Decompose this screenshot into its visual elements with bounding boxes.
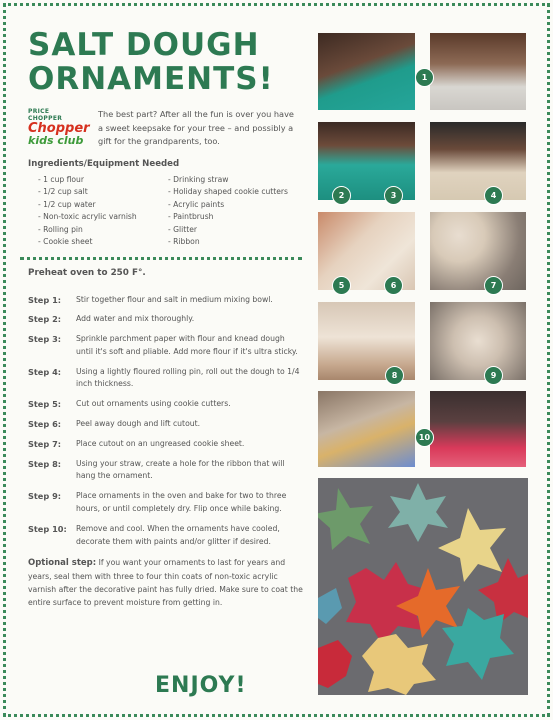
step-label: Step 4: (28, 366, 62, 377)
photo-step-1a (318, 33, 415, 110)
step-text: Using your straw, create a hole for the ribbon that will hang the ornament. (76, 458, 285, 481)
ingredient-item: - Acrylic paints (168, 199, 288, 212)
step-label: Step 2: (28, 314, 62, 325)
step-label: Step 1: (28, 294, 62, 305)
intro-section (28, 108, 304, 149)
page-title (28, 28, 304, 96)
ingredient-item: - Glitter (168, 224, 288, 237)
dotted-divider (20, 257, 302, 260)
photo-step-7 (430, 212, 526, 290)
ornaments-illustration (318, 478, 528, 695)
ingredient-item: - Paintbrush (168, 211, 288, 224)
step-label: Step 7: (28, 438, 62, 449)
step-label: Step 6: (28, 419, 62, 430)
step-row (28, 490, 304, 516)
intro-text: The best part? After all the fun is over you have a sweet keepsake for your tree – and possibly a gift for the grandparents, too. (98, 109, 294, 146)
ingredient-item: - 1 cup flour (38, 174, 168, 187)
ingredients-column-2 (168, 174, 288, 249)
optional-step-text: If you want your ornaments to last for years and years, seal them with three to four thin coats of non-toxic acrylic varnish after the decorative paint has fully dried. Make sure to coat the entire surface to prevent moisture from getting in. (28, 558, 303, 608)
step-row (28, 313, 304, 326)
ingredients-heading: Ingredients/Equipment Needed (28, 158, 180, 169)
step-text: Remove and cool. When the ornaments have cooled, decorate them with paints and/or glitter if desired. (76, 523, 280, 546)
step-text: Stir together flour and salt in medium mixing bowl. (76, 294, 273, 304)
step-label: Step 3: (28, 334, 62, 345)
step-label: Step 8: (28, 458, 62, 469)
ingredient-item: - Rolling pin (38, 224, 168, 237)
photo-badge-8: 8 (385, 366, 404, 385)
steps-list (28, 294, 304, 549)
ingredients-list (28, 174, 304, 249)
step-text: Place cutout on an ungreased cookie sheet. (76, 438, 245, 448)
ingredient-item: - Holiday shaped cookie cutters (168, 186, 288, 199)
step-row (28, 333, 304, 359)
photo-badge-7: 7 (484, 276, 503, 295)
photo-badge-2: 2 (332, 186, 351, 205)
step-text: Add water and mix thoroughly. (76, 314, 195, 324)
title-line-1: SALT DOUGH (28, 27, 260, 63)
step-row (28, 366, 304, 392)
photo-step-4 (430, 122, 526, 200)
photo-badge-3: 3 (384, 186, 403, 205)
photo-step-1b (430, 33, 526, 110)
step-row (28, 418, 304, 431)
step-text: Using a lightly floured rolling pin, roll out the dough to 1/4 inch thickness. (76, 366, 300, 389)
step-text: Sprinkle parchment paper with flour and knead dough until it's soft and pliable. Add more flour if it's ultra sticky. (76, 334, 298, 356)
ingredient-item: - Non-toxic acrylic varnish (38, 211, 168, 224)
left-column (28, 28, 304, 609)
photo-step-9 (430, 302, 526, 380)
photo-badge-1: 1 (415, 68, 434, 87)
title-line-2: ORNAMENTS! (28, 61, 274, 97)
step-text: Place ornaments in the oven and bake for two to three hours, or until completely dry. Flip once while baking. (76, 491, 287, 514)
chopper-kids-club-logo: PRICE CHOPPER Chopper kids club (28, 108, 90, 147)
photo-badge-10: 10 (415, 428, 434, 447)
step-row (28, 523, 304, 549)
ingredients-column-1 (28, 174, 168, 249)
optional-step (28, 556, 304, 609)
photo-badge-5: 5 (332, 276, 351, 295)
ingredient-item: - Cookie sheet (38, 236, 168, 249)
photo-badge-4: 4 (484, 186, 503, 205)
ingredient-item: - 1/2 cup salt (38, 186, 168, 199)
step-row (28, 294, 304, 307)
photo-finished-ornaments (318, 478, 528, 695)
ingredient-item: - 1/2 cup water (38, 199, 168, 212)
photo-step-10a (318, 391, 415, 467)
step-row (28, 438, 304, 451)
photo-step-10b (430, 391, 526, 467)
photo-badge-6: 6 (384, 276, 403, 295)
step-row (28, 458, 304, 484)
enjoy-text: ENJOY! (155, 673, 247, 698)
step-row (28, 398, 304, 411)
step-label: Step 10: (28, 523, 67, 534)
step-label: Step 5: (28, 399, 62, 410)
optional-step-label: Optional step: (28, 558, 97, 569)
step-text: Peel away dough and lift cutout. (76, 419, 201, 429)
preheat-instruction: Preheat oven to 250 F°. (28, 267, 146, 278)
photo-badge-9: 9 (484, 366, 503, 385)
step-label: Step 9: (28, 491, 62, 502)
ingredient-item: - Ribbon (168, 236, 288, 249)
step-text: Cut out ornaments using cookie cutters. (76, 399, 231, 409)
ingredient-item: - Drinking straw (168, 174, 288, 187)
